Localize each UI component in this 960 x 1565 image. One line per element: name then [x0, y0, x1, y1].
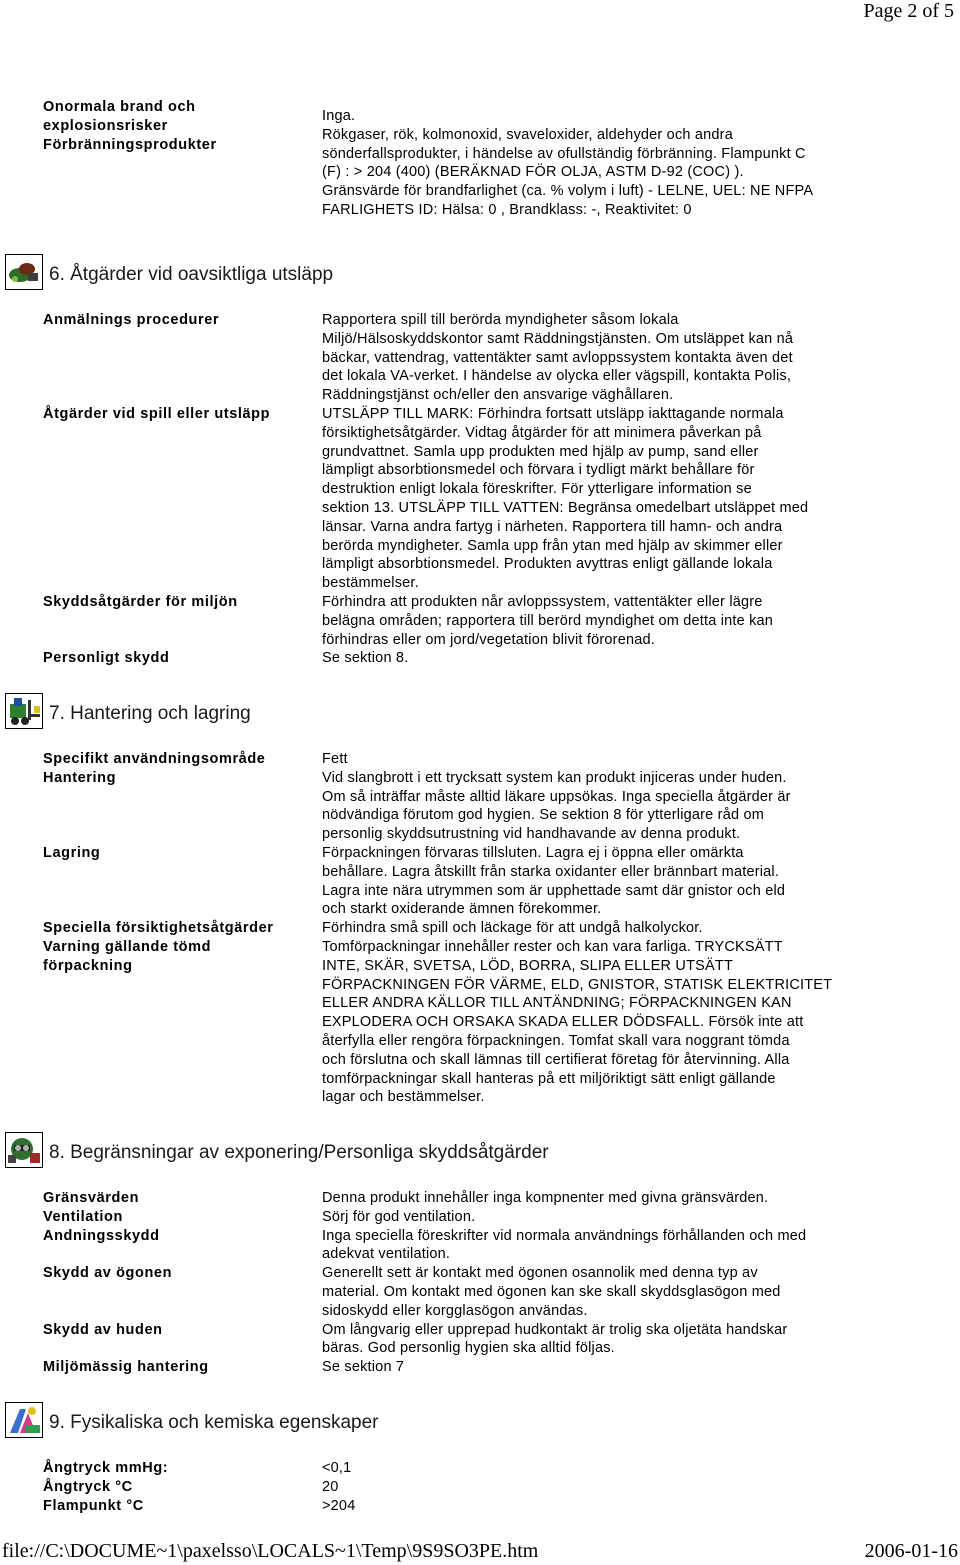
- value-personligt-skydd: Se sektion 8.: [322, 650, 409, 667]
- page-number: Page 2 of 5: [863, 0, 954, 22]
- value-skydd-huden: Om långvarig eller upprepad hudkontakt är trolig ska oljetäta handskar bäras. God personlig hygien ska alltid följas.: [322, 1321, 788, 1357]
- value-anvandningsomrade: Fett: [322, 751, 348, 767]
- value-skydd-ogonen: Generellt sett är kontakt med ögonen osannolik med denna typ av material. Om kontakt med ögonen kan ske skall skyddsglasögon med sidoskydd eller korgglasögon användas.: [322, 1265, 781, 1319]
- section6-block: [43, 311, 923, 668]
- section6-row: [43, 649, 923, 668]
- section6-row: [43, 593, 923, 649]
- footer-date: 2006-01-16: [864, 1540, 958, 1562]
- label-gransvarden: Gränsvärden: [43, 1190, 140, 1206]
- label-andningsskydd: Andningsskydd: [43, 1227, 160, 1244]
- value-atgarder-spill: UTSLÄPP TILL MARK: Förhindra fortsatt utsläpp iakttagande normala försiktighetsåtgärder. Vidtag åtgärder för att minimera påverkan på grundvattnet. Samla upp produkten med hjälp av pump, sand eller lämpligt absorbtionsmedel och förvara i tydligt märkt behållare för destruktion enligt lokala föreskrifter. För ytterligare information se sektion 13. UTSLÄPP TILL VATTEN: Begränsa omedelbart utsläppet med länsar. Varna andra fartyg i närheten. Rapportera till hamn- och andra berörda myndigheter. Samla upp från ytan med hjälp av skimmer eller lämpligt absorbtionsmedel. Produkten avyttras enligt gällande lokala bestämmelser.: [322, 405, 809, 592]
- section5-labels: [43, 98, 318, 154]
- value-miljomassig-hantering: Se sektion 7: [322, 1359, 405, 1376]
- value-gransvarden: Denna produkt innehåller inga kompnenter med givna gränsvärden.: [322, 1190, 769, 1206]
- label-varning-tomd-forpackning: Varning gällande tömd förpackning: [43, 938, 212, 974]
- label-atgarder-spill: Åtgärder vid spill eller utsläpp: [43, 405, 271, 422]
- value-andningsskydd: Inga speciella föreskrifter vid normala användnings förhållanden och med adekvat ventilation.: [322, 1227, 807, 1263]
- label-ventilation: Ventilation: [43, 1208, 123, 1225]
- value-line: Gränsvärde för brandfarlighet (ca. % volym i luft) - LELNE, UEL: NE NFPA: [322, 183, 814, 200]
- section7-row: [43, 919, 923, 938]
- value-lagring: Förpackningen förvaras tillsluten. Lagra ej i öppna eller omärkta behållare. Lagra åtskillt från starka oxidanter eller brännbart material. Lagra inte nära utrymmen som är upphettade samt där gnistor och eld och starkt oxiderande ämnen förekommer.: [322, 844, 786, 918]
- label-anmalnings: Anmälnings procedurer: [43, 312, 220, 328]
- section5-block: [43, 98, 923, 220]
- value-anmalnings: Rapportera spill till berörda myndigheter såsom lokala Miljö/Hälsoskyddskontor samt Räddningstjänsten. Om utsläppet kan nå bäckar, vattendrag, vattentäkter samt avloppssystem kontakta även det det lokala VA-verket. I händelse av olycka eller vägspill, kontakta Polis, Räddningstjänst och/eller den ansvarige väghållaren.: [322, 312, 794, 404]
- section8-block: [43, 1189, 923, 1377]
- section8-heading: [5, 1132, 705, 1170]
- value-angtryck-mmhg: <0,1: [322, 1460, 352, 1476]
- value-line: Rökgaser, rök, kolmonoxid, svaveloxider, aldehyder och andra: [322, 126, 733, 143]
- label-lagring: Lagring: [43, 844, 101, 861]
- section6-title: 6. Åtgärder vid oavsiktliga utsläpp: [49, 264, 334, 285]
- section9-row: [43, 1459, 923, 1478]
- section9-row: [43, 1478, 923, 1497]
- section7-heading: [5, 693, 705, 731]
- section9-row: [43, 1497, 923, 1516]
- value-line: (F) : > 204 (400) (BERÄKNAD FÖR OLJA, ASTM D-92 (COC) ).: [322, 164, 744, 181]
- section8-row: [43, 1208, 923, 1227]
- label-explosionsrisker: explosionsrisker: [43, 117, 168, 134]
- label-skydd-ogonen: Skydd av ögonen: [43, 1265, 173, 1282]
- section7-row: [43, 844, 923, 919]
- section9-block: [43, 1459, 923, 1515]
- section7-row: [43, 769, 923, 844]
- section8-row: [43, 1189, 923, 1208]
- value-speciella-forsiktighetsatgarder: Förhindra små spill och läckage för att undgå halkolyckor.: [322, 920, 703, 937]
- section7-block: [43, 750, 923, 1107]
- section5-values: [322, 98, 892, 220]
- forklift-icon: [5, 693, 43, 729]
- protective-gear-icon: [5, 1132, 43, 1168]
- section8-row: [43, 1264, 923, 1320]
- section8-row: [43, 1358, 923, 1377]
- label-hantering: Hantering: [43, 769, 117, 786]
- label-forbranningsprodukter: Förbränningsprodukter: [43, 136, 217, 153]
- label-personligt-skydd: Personligt skydd: [43, 650, 170, 667]
- section9-title: 9. Fysikaliska och kemiska egenskaper: [49, 1412, 379, 1433]
- section7-title: 7. Hantering och lagring: [49, 703, 251, 724]
- label-skyddsatgarder-miljon: Skyddsåtgärder för miljön: [43, 593, 238, 610]
- value-flampunkt-c: >204: [322, 1497, 356, 1514]
- section8-row: [43, 1321, 923, 1359]
- spill-icon: [5, 254, 43, 290]
- section6-row: [43, 311, 923, 405]
- value-skyddsatgarder-miljon: Förhindra att produkten når avloppssystem, vattentäkter eller lägre belägna områden; rapportera till berörd myndighet om detta inte kan förhindras eller om jord/vegetation blivit förorenad.: [322, 593, 774, 648]
- section8-title: 8. Begränsningar av exponering/Personliga skyddsåtgärder: [49, 1142, 549, 1163]
- section9-heading: [5, 1402, 705, 1440]
- section6-row: [43, 405, 923, 593]
- flask-icon: [5, 1402, 43, 1438]
- section7-row: [43, 938, 923, 1107]
- value-line: Inga.: [322, 108, 356, 124]
- value-line: FARLIGHETS ID: Hälsa: 0 , Brandklass: -, Reaktivitet: 0: [322, 201, 692, 218]
- section8-row: [43, 1227, 923, 1265]
- label-miljomassig-hantering: Miljömässig hantering: [43, 1359, 209, 1376]
- label-angtryck-mmhg: Ångtryck mmHg:: [43, 1460, 169, 1476]
- value-angtryck-c: 20: [322, 1478, 339, 1495]
- label-angtryck-c: Ångtryck °C: [43, 1478, 133, 1495]
- label-speciella-forsiktighetsatgarder: Speciella försiktighetsåtgärder: [43, 920, 274, 937]
- label-onormala: Onormala brand och: [43, 99, 196, 115]
- value-ventilation: Sörj för god ventilation.: [322, 1208, 476, 1225]
- label-anvandningsomrade: Specifikt användningsområde: [43, 751, 266, 767]
- section6-heading: [5, 254, 705, 292]
- label-flampunkt-c: Flampunkt °C: [43, 1497, 144, 1514]
- value-line: sönderfallsprodukter, i händelse av ofullständig förbränning. Flampunkt C: [322, 145, 806, 162]
- section7-row: [43, 750, 923, 769]
- label-skydd-huden: Skydd av huden: [43, 1321, 163, 1338]
- footer-file-path: file://C:\DOCUME~1\paxelsso\LOCALS~1\Temp\9S9SO3PE.htm: [2, 1540, 539, 1562]
- value-varning-tomd-forpackning: Tomförpackningar innehåller rester och kan vara farliga. TRYCKSÄTT INTE, SKÄR, SVETSA, LÖD, BORRA, SLIPA ELLER UTSÄTT FÖRPACKNINGEN FÖR VÄRME, ELD, GNISTOR, STATISK ELEKTRICITET ELLER ANDRA KÄLLOR TILL ANTÄNDNING; FÖRPACKNINGEN KAN EXPLODERA OCH ORSAKA SKADA ELLER DÖDSFALL. Försök inte att återfylla eller rengöra förpackningen. Tomfat skall vara noggrant tömda och förslutna och skall lämnas till certifierat företag för återvinning. Alla tomförpackningar skall hanteras på ett miljöriktigt sätt enligt gällande lagar och bestämmelser.: [322, 938, 833, 1106]
- value-hantering: Vid slangbrott i ett trycksatt system kan produkt injiceras under huden. Om så inträffar måste alltid läkare uppsökas. Inga speciella åtgärder är nödvändiga förutom god hygien. Se sektion 8 för ytterligare råd om personlig skyddsutrustning vid handhavande av denna produkt.: [322, 769, 791, 843]
